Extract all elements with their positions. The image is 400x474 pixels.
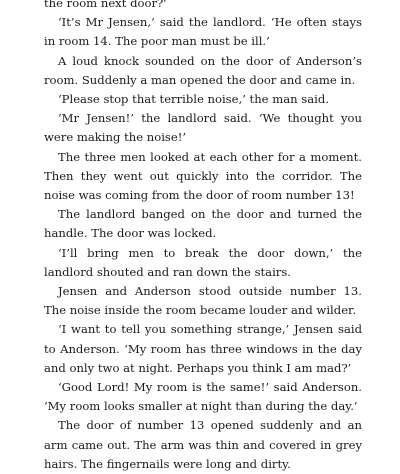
paragraph: ‘It’s Mr Jensen,’ said the landlord. ‘He often stays in room 14. The poor man must be ill.’: [44, 15, 362, 49]
paragraph: ‘I’ll bring men to break the door down,’ the landlord shouted and ran down the stairs.: [44, 245, 362, 279]
paragraph: ‘Please stop that terrible noise,’ the man said.: [58, 92, 329, 107]
paragraph: The three men looked at each other for a moment. Then they went out quickly into the corridor. The noise was coming from the door of room number 13!: [44, 149, 362, 203]
paragraph: The landlord banged on the door and turned the handle. The door was locked.: [44, 207, 362, 241]
paragraph: A loud knock sounded on the door of Anderson’s room. Suddenly a man opened the door and came in.: [44, 53, 362, 87]
paragraph: Jensen and Anderson stood outside number 13. The noise inside the room became louder and wilder.: [44, 284, 362, 318]
paragraph-continued: the room next door?': [44, 0, 167, 10]
paragraph: ‘Mr Jensen!’ the landlord said. ‘We thought you were making the noise!’: [44, 111, 362, 145]
paragraph: ‘I want to tell you something strange,’ Jensen said to Anderson. ‘My room has three windows in the day and only two at night. Perhaps you think I am mad?’: [44, 322, 362, 375]
page-text: [44, 0, 362, 474]
paragraph: The door of number 13 opened suddenly and an arm came out. The arm was thin and covered in grey hairs. The fingernails were long and dirty.: [44, 418, 362, 471]
paragraph: ‘Good Lord! My room is the same!’ said Anderson. ‘My room looks smaller at night than during the day.’: [44, 380, 362, 414]
